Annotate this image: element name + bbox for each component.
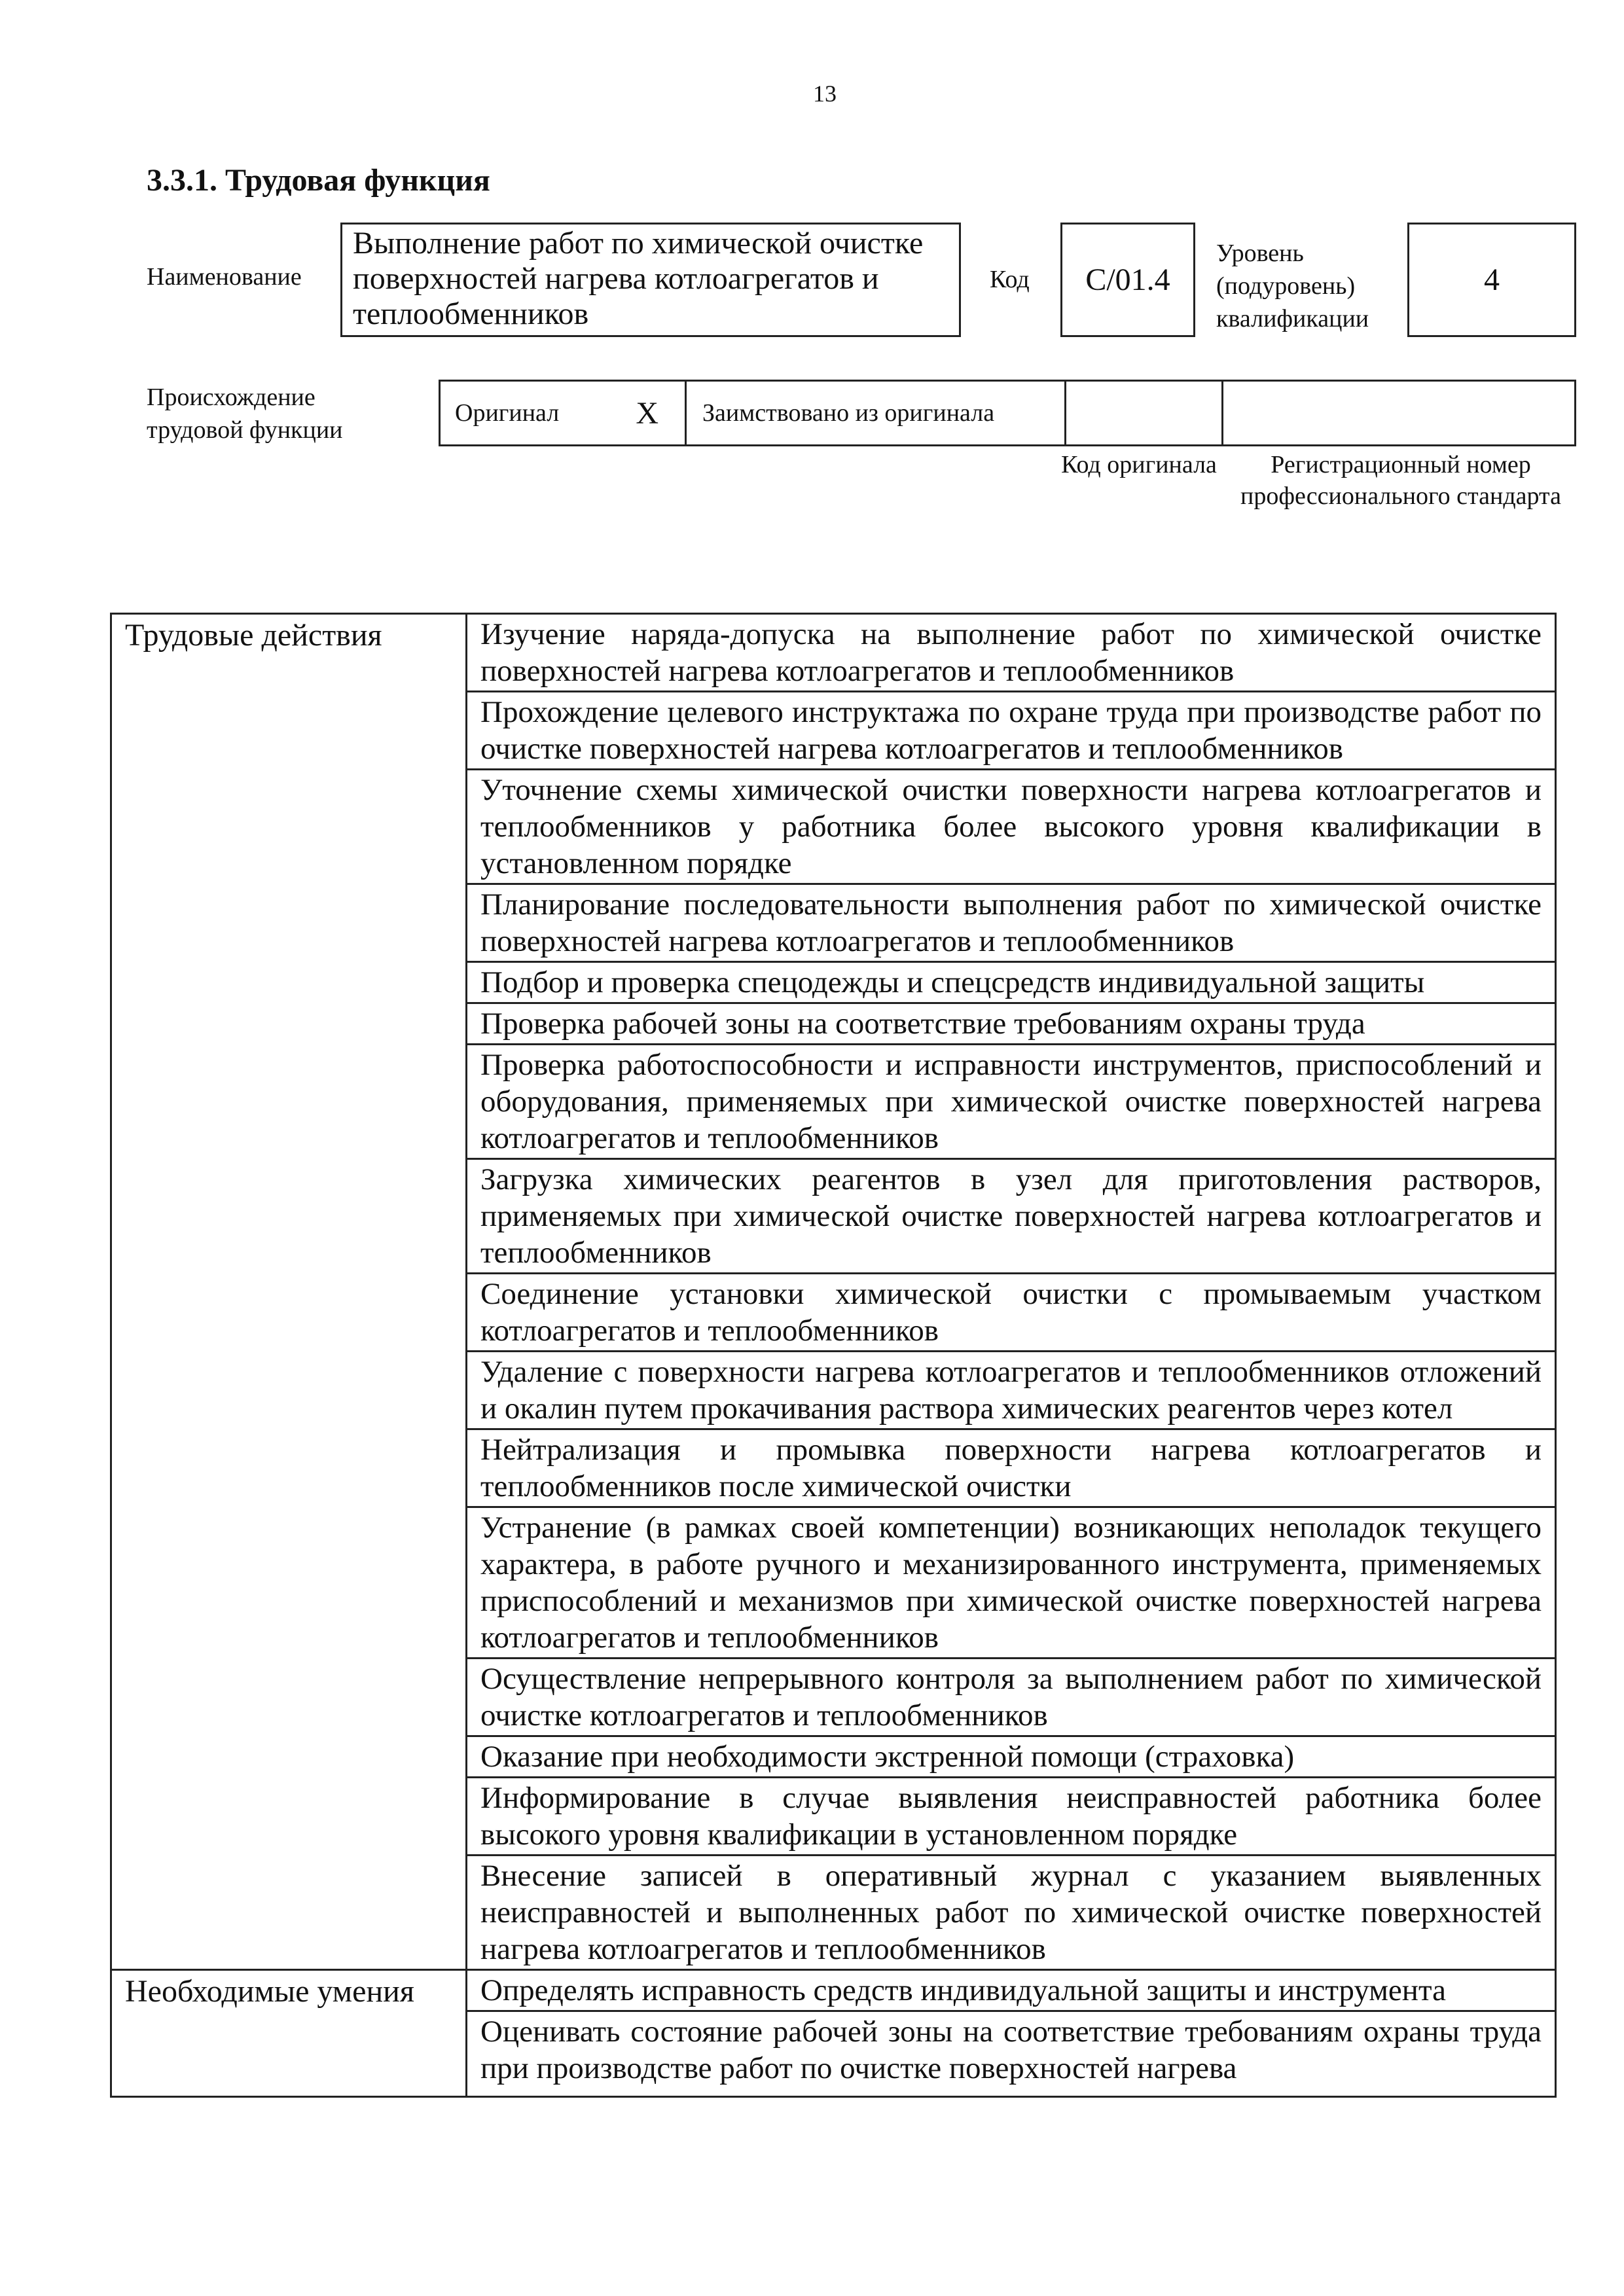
labor-action-item: Планирование последовательности выполнения работ по химической очистке поверхностей нагрева котлоагрегатов и теплообменников — [467, 884, 1556, 962]
origin-original-cell — [441, 382, 687, 444]
skills-label: Необходимые умения — [111, 1970, 467, 2097]
labor-action-item: Информирование в случае выявления неисправностей работника более высокого уровня квалификации в установленном порядке — [467, 1778, 1556, 1856]
labor-action-item: Проверка работоспособности и исправности инструментов, приспособлений и оборудования, применяемых при химической очистке поверхностей нагрева котлоагрегатов и теплообменников — [467, 1045, 1556, 1159]
labor-action-item: Изучение наряда-допуска на выполнение работ по химической очистке поверхностей нагрева котлоагрегатов и теплообменников — [467, 614, 1556, 692]
level-value-box: 4 — [1407, 223, 1576, 337]
origin-reg-number-cell — [1223, 382, 1574, 444]
code-original-caption: Код оригинала — [1061, 451, 1217, 478]
section-title: 3.3.1. Трудовая функция — [147, 163, 490, 198]
table-row — [111, 1970, 1556, 2011]
function-name-box: Выполнение работ по химической очистке поверхностей нагрева котлоагрегатов и теплообменников — [340, 223, 961, 337]
labor-action-item: Соединение установки химической очистки с промываемым участком котлоагрегатов и теплообменников — [467, 1274, 1556, 1352]
name-label: Наименование — [147, 263, 302, 291]
origin-code-cell — [1066, 382, 1223, 444]
code-label: Код — [990, 266, 1030, 293]
page-number: 13 — [813, 81, 837, 107]
labor-action-item: Осуществление непрерывного контроля за выполнением работ по химической очистке котлоагрегатов и теплообменников — [467, 1659, 1556, 1736]
labor-function-table — [110, 613, 1557, 2098]
borrowed-label: Заимствовано из оригинала — [702, 399, 995, 427]
origin-borrowed-cell — [687, 382, 1066, 444]
labor-action-item: Удаление с поверхности нагрева котлоагрегатов и теплообменников отложений и окалин путем прокачивания раствора химических реагентов через котел — [467, 1352, 1556, 1429]
labor-action-item: Проверка рабочей зоны на соответствие требованиям охраны труда — [467, 1003, 1556, 1045]
original-mark: X — [636, 395, 659, 431]
labor-action-item: Подбор и проверка спецодежды и спецсредств индивидуальной защиты — [467, 962, 1556, 1003]
labor-action-item: Прохождение целевого инструктажа по охране труда при производстве работ по очистке поверхностей нагрева котлоагрегатов и теплообменников — [467, 692, 1556, 770]
original-label: Оригинал — [455, 399, 560, 427]
skill-item: Оценивать состояние рабочей зоны на соответствие требованиям охраны труда при производстве работ по очистке поверхностей нагрева — [467, 2011, 1556, 2097]
skill-item: Определять исправность средств индивидуальной защиты и инструмента — [467, 1970, 1556, 2011]
origin-table — [439, 380, 1576, 446]
labor-action-item: Внесение записей в оперативный журнал с указанием выявленных неисправностей и выполненных работ по химической очистке поверхностей нагрева котлоагрегатов и теплообменников — [467, 1856, 1556, 1970]
reg-number-caption: Регистрационный номер профессионального стандарта — [1240, 451, 1561, 510]
code-value-box: C/01.4 — [1060, 223, 1195, 337]
labor-actions-label: Трудовые действия — [111, 614, 467, 1970]
origin-label: Происхождение трудовой функции — [147, 384, 343, 444]
labor-action-item: Устранение (в рамках своей компетенции) возникающих неполадок текущего характера, в работе ручного и механизированного инструмента, применяемых приспособлений и механизмов при химической очистке поверхностей нагрева котлоагрегатов и теплообменников — [467, 1507, 1556, 1659]
level-label: Уровень (подуровень) квалификации — [1216, 240, 1369, 332]
labor-action-item: Нейтрализация и промывка поверхности нагрева котлоагрегатов и теплообменников после химической очистки — [467, 1429, 1556, 1507]
table-row — [111, 614, 1556, 692]
labor-action-item: Загрузка химических реагентов в узел для приготовления растворов, применяемых при химической очистке поверхностей нагрева котлоагрегатов и теплообменников — [467, 1159, 1556, 1274]
labor-action-item: Оказание при необходимости экстренной помощи (страховка) — [467, 1736, 1556, 1778]
labor-action-item: Уточнение схемы химической очистки поверхности нагрева котлоагрегатов и теплообменников у работника более высокого уровня квалификации в установленном порядке — [467, 770, 1556, 884]
